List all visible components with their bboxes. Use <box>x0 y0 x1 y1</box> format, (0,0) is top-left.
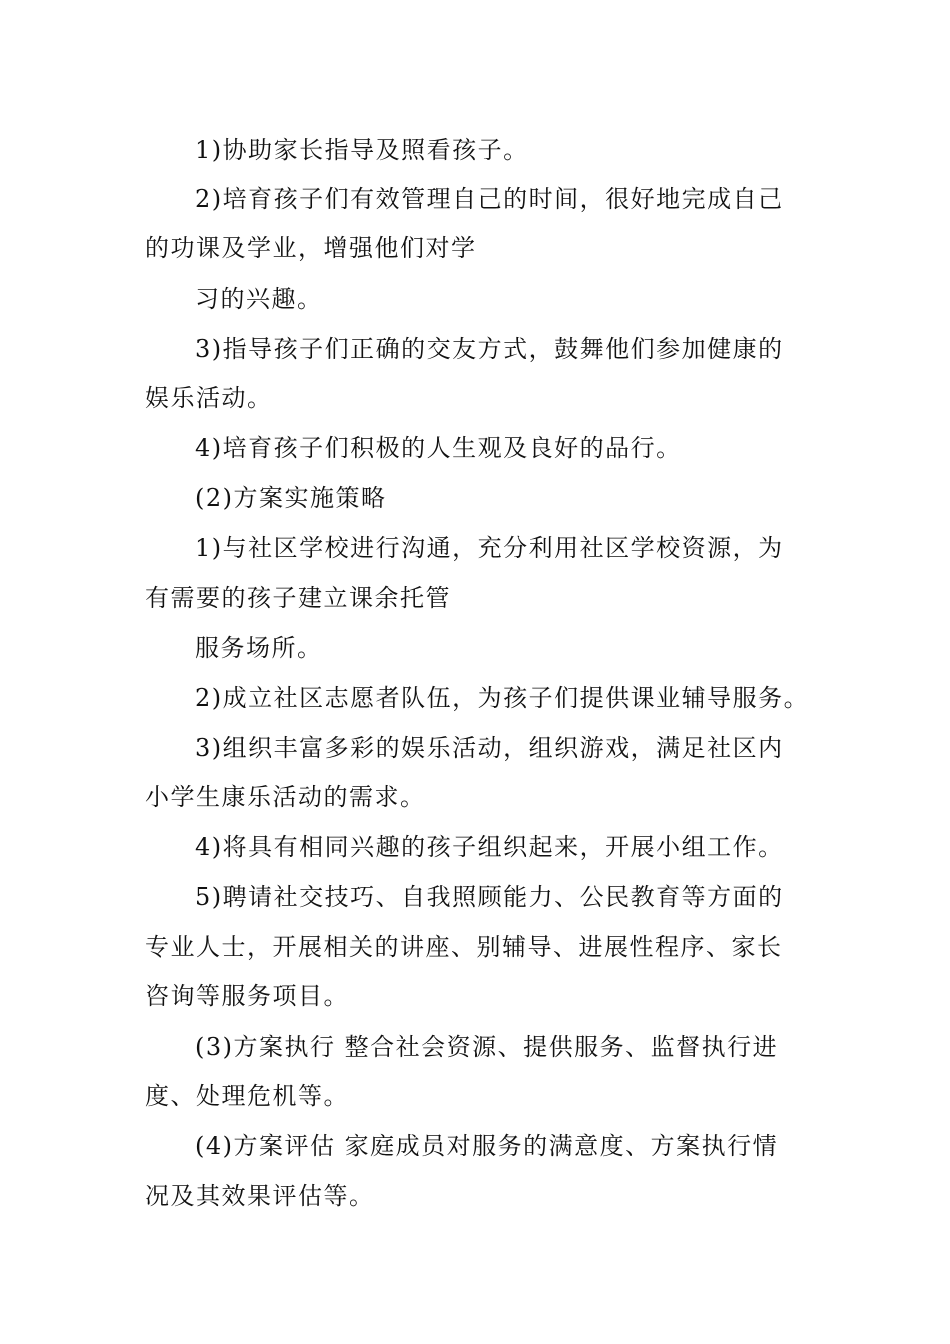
text-line: 5)聘请社交技巧、自我照顾能力、公民教育等方面的 <box>195 883 784 911</box>
text-line: 专业人士，开展相关的讲座、别辅导、进展性程序、家长 <box>145 933 783 961</box>
text-line: 1)与社区学校进行沟通，充分利用社区学校资源，为 <box>195 534 784 562</box>
text-line: 2)培育孩子们有效管理自己的时间，很好地完成自己 <box>195 185 784 213</box>
text-line: 娱乐活动。 <box>145 384 273 412</box>
text-line: 有需要的孩子建立课余托管 <box>145 584 451 612</box>
text-line: 小学生康乐活动的需求。 <box>145 783 426 811</box>
section-heading: (4)方案评估 家庭成员对服务的满意度、方案执行情 <box>195 1132 779 1160</box>
text-line: 4)培育孩子们积极的人生观及良好的品行。 <box>195 434 682 462</box>
text-line: 2)成立社区志愿者队伍，为孩子们提供课业辅导服务。 <box>195 684 810 712</box>
section-heading: (2)方案实施策略 <box>195 484 387 512</box>
text-line: 3)组织丰富多彩的娱乐活动，组织游戏，满足社区内 <box>195 734 784 762</box>
text-line: 度、处理危机等。 <box>145 1082 349 1110</box>
section-heading: (3)方案执行 整合社会资源、提供服务、监督执行进 <box>195 1033 779 1061</box>
text-line: 4)将具有相同兴趣的孩子组织起来，开展小组工作。 <box>195 833 784 861</box>
text-line: 3)指导孩子们正确的交友方式，鼓舞他们参加健康的 <box>195 335 784 363</box>
text-line: 况及其效果评估等。 <box>145 1182 375 1210</box>
text-line: 1)协助家长指导及照看孩子。 <box>195 136 529 164</box>
text-line: 习的兴趣。 <box>195 285 323 313</box>
text-line: 服务场所。 <box>195 634 323 662</box>
text-line: 咨询等服务项目。 <box>145 982 349 1010</box>
text-line: 的功课及学业，增强他们对学 <box>145 234 477 262</box>
